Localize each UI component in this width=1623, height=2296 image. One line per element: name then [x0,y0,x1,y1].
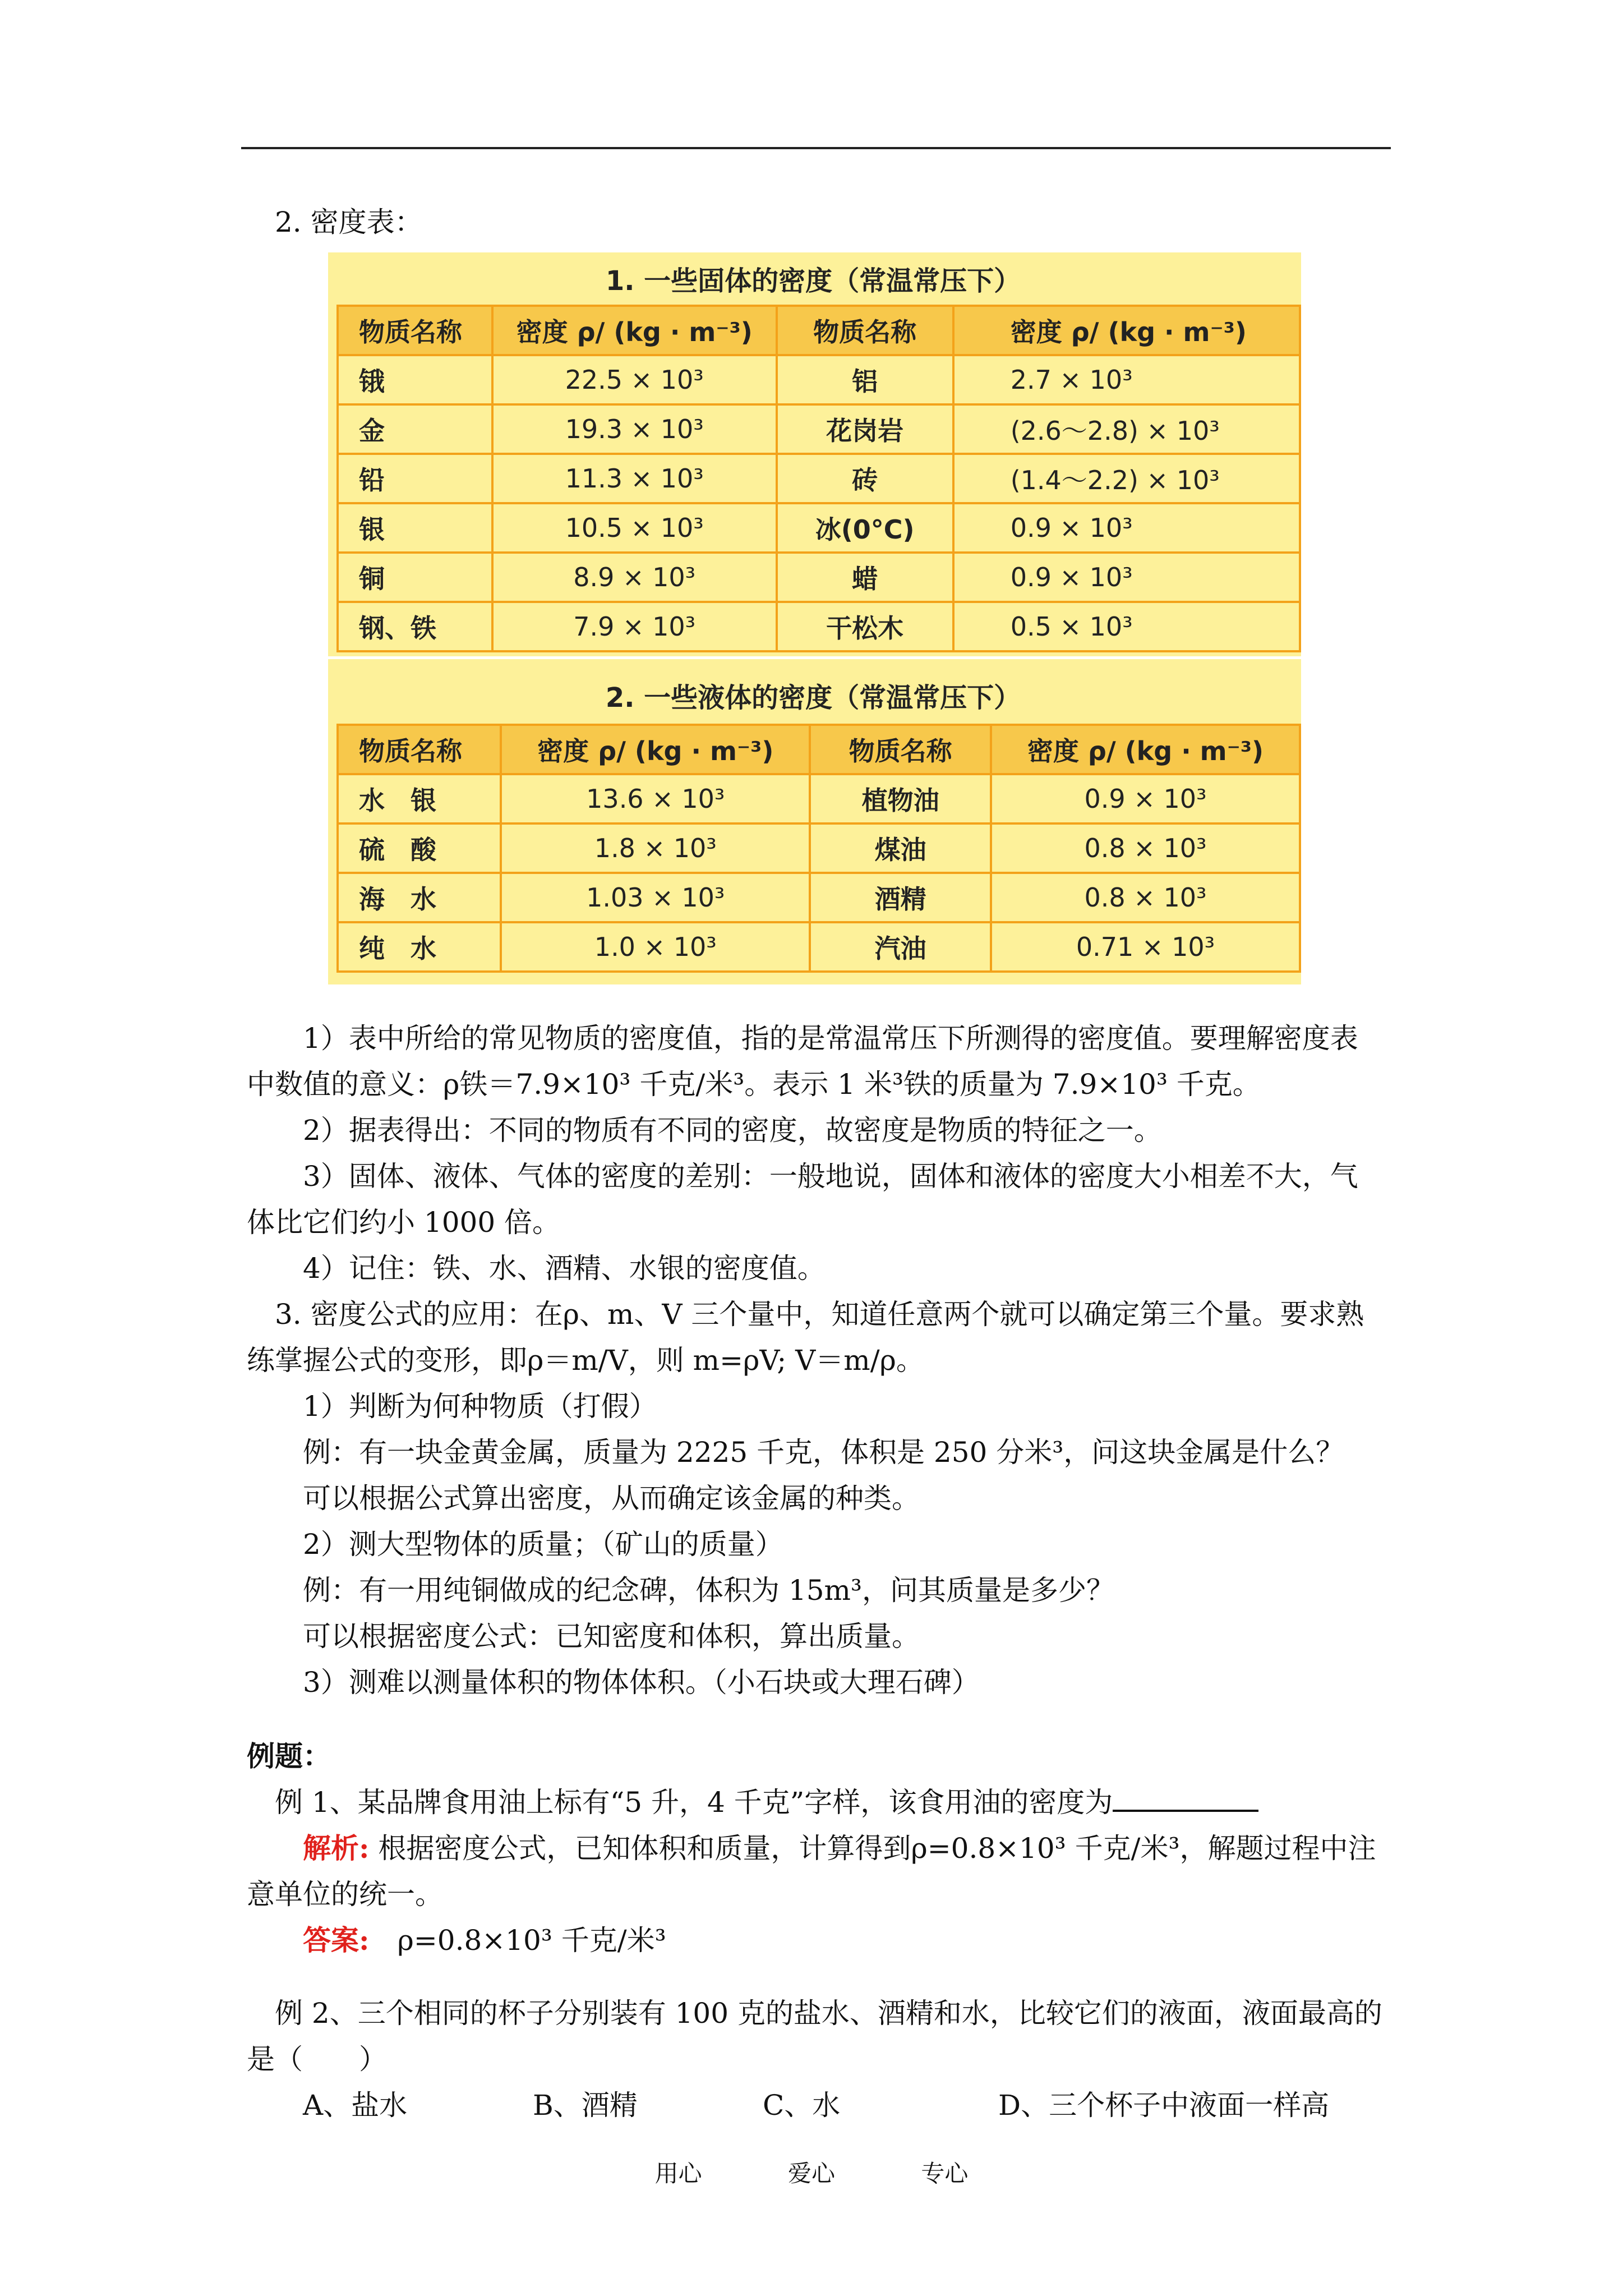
substance-cell: 汽油 [810,922,991,972]
header-cell: 物质名称 [338,725,501,774]
density-cell: (1.4～2.2) × 10³ [953,454,1300,503]
examples-heading: 例题： [247,1740,331,1773]
option-b: B、酒精 [533,2089,638,2122]
header-cell: 物质名称 [777,306,953,355]
analysis-label: 解析: [303,1832,370,1865]
table2-title: 2. 一些液体的密度（常温常压下） [605,682,1021,714]
density-cell: 0.5 × 10³ [953,602,1300,651]
density-cell: 0.8 × 10³ [991,823,1300,873]
section3-item-1-example: 例：有一块金黄金属，质量为 2225 千克，体积是 250 分米³，问这块金属是什么？ [303,1436,1344,1469]
answer-text: ρ=0.8×10³ 千克/米³ [369,1924,666,1957]
note-3-line-1: 3）固体、液体、气体的密度的差别：一般地说，固体和液体的密度大小相差不大，气 [303,1160,1358,1193]
footer-item: 用心 [654,2160,702,2187]
note-4: 4）记住：铁、水、酒精、水银的密度值。 [303,1252,826,1285]
table-row [338,602,1300,651]
substance-cell: 酒精 [810,873,991,922]
density-cell: 22.5 × 10³ [492,355,777,404]
example-1-analysis [303,1825,1376,1871]
section3-item-3: 3）测难以测量体积的物体体积。（小石块或大理石碑） [303,1666,980,1699]
table-row [338,404,1300,454]
density-cell: 1.0 × 10³ [501,922,810,972]
note-1-line-1: 1）表中所给的常见物质的密度值，指的是常温常压下所测得的密度值。要理解密度表 [303,1022,1358,1055]
substance-cell: 干松木 [777,602,953,651]
table-row [338,922,1300,972]
header-rule [241,147,1391,149]
analysis-text: 根据密度公式，已知体积和质量，计算得到ρ=0.8×10³ 千克/米³，解题过程中注 [369,1832,1376,1865]
footer-item: 爱心 [787,2160,835,2187]
liquid-density-table [336,724,1301,973]
substance-cell: 银 [338,503,492,553]
section3-item-1-note: 可以根据公式算出密度，从而确定该金属的种类。 [303,1482,920,1515]
table-header-row [338,306,1300,355]
header-cell: 密度 ρ/ (kg · m⁻³) [953,306,1300,355]
substance-cell: 砖 [777,454,953,503]
example-1-analysis-line-2: 意单位的统一。 [247,1878,443,1911]
density-cell: 1.03 × 10³ [501,873,810,922]
note-3-line-2: 体比它们约小 1000 倍。 [247,1206,561,1239]
substance-cell: 蜡 [777,553,953,602]
density-cell: 11.3 × 10³ [492,454,777,503]
example-1-answer [303,1917,666,1963]
option-d: D、三个杯子中液面一样高 [998,2089,1330,2122]
page-footer [0,2155,1623,2189]
density-cell: 1.8 × 10³ [501,823,810,873]
section3-item-2-note: 可以根据密度公式：已知密度和体积，算出质量。 [303,1620,920,1653]
note-2: 2）据表得出：不同的物质有不同的密度，故密度是物质的特征之一。 [303,1114,1162,1147]
density-cell: 2.7 × 10³ [953,355,1300,404]
footer-item: 专心 [921,2160,969,2187]
density-cell: 0.9 × 10³ [991,774,1300,823]
example-1-question [275,1779,1258,1825]
header-cell: 密度 ρ/ (kg · m⁻³) [991,725,1300,774]
table-row [338,454,1300,503]
section3-item-2: 2）测大型物体的质量；（矿山的质量） [303,1528,783,1561]
table-header-row [338,725,1300,774]
table-row [338,823,1300,873]
section3-item-1: 1）判断为何种物质（打假） [303,1390,657,1423]
density-cell: 0.9 × 10³ [953,503,1300,553]
section3-line-1: 3. 密度公式的应用：在ρ、m、V 三个量中，知道任意两个就可以确定第三个量。要求熟 [275,1298,1364,1331]
table-row [338,503,1300,553]
substance-cell: 锇 [338,355,492,404]
density-cell: 0.8 × 10³ [991,873,1300,922]
example-2-line-2: 是（ ） [247,2043,387,2076]
substance-cell: 铜 [338,553,492,602]
table-row [338,553,1300,602]
example-1-question-text: 例 1、某品牌食用油上标有“5 升，4 千克”字样，该食用油的密度为 [275,1786,1113,1819]
density-cell: 0.9 × 10³ [953,553,1300,602]
note-1-line-2: 中数值的意义：ρ铁＝7.9×10³ 千克/米³。表示 1 米³铁的质量为 7.9×10³ 千克。 [247,1068,1261,1101]
answer-blank [1113,1782,1258,1812]
density-cell: 0.71 × 10³ [991,922,1300,972]
density-cell: 8.9 × 10³ [492,553,777,602]
substance-cell: 冰(0°C) [777,503,953,553]
table-row [338,873,1300,922]
density-cell: (2.6～2.8) × 10³ [953,404,1300,454]
example-2-line-1: 例 2、三个相同的杯子分别装有 100 克的盐水、酒精和水，比较它们的液面，液面最高的 [275,1997,1382,2030]
substance-cell: 水 银 [338,774,501,823]
answer-label: 答案: [303,1924,370,1957]
substance-cell: 植物油 [810,774,991,823]
solid-density-table [336,305,1301,652]
density-cell: 10.5 × 10³ [492,503,777,553]
substance-cell: 纯 水 [338,922,501,972]
header-cell: 密度 ρ/ (kg · m⁻³) [492,306,777,355]
density-cell: 13.6 × 10³ [501,774,810,823]
substance-cell: 硫 酸 [338,823,501,873]
header-cell: 物质名称 [810,725,991,774]
table-row [338,355,1300,404]
section3-line-2: 练掌握公式的变形，即ρ＝m/V，则 m=ρV; V＝m/ρ。 [247,1344,924,1377]
header-cell: 密度 ρ/ (kg · m⁻³) [501,725,810,774]
substance-cell: 海 水 [338,873,501,922]
substance-cell: 铅 [338,454,492,503]
option-a: A、盐水 [303,2089,408,2122]
substance-cell: 煤油 [810,823,991,873]
substance-cell: 钢、铁 [338,602,492,651]
substance-cell: 金 [338,404,492,454]
substance-cell: 铝 [777,355,953,404]
substance-cell: 花岗岩 [777,404,953,454]
option-c: C、水 [763,2089,841,2122]
table-row [338,774,1300,823]
section3-item-2-example: 例：有一用纯铜做成的纪念碑，体积为 15m³，问其质量是多少？ [303,1574,1114,1607]
header-cell: 物质名称 [338,306,492,355]
section2-title: 2. 密度表： [275,206,423,238]
table1-title: 1. 一些固体的密度（常温常压下） [605,265,1021,297]
density-cell: 19.3 × 10³ [492,404,777,454]
density-cell: 7.9 × 10³ [492,602,777,651]
